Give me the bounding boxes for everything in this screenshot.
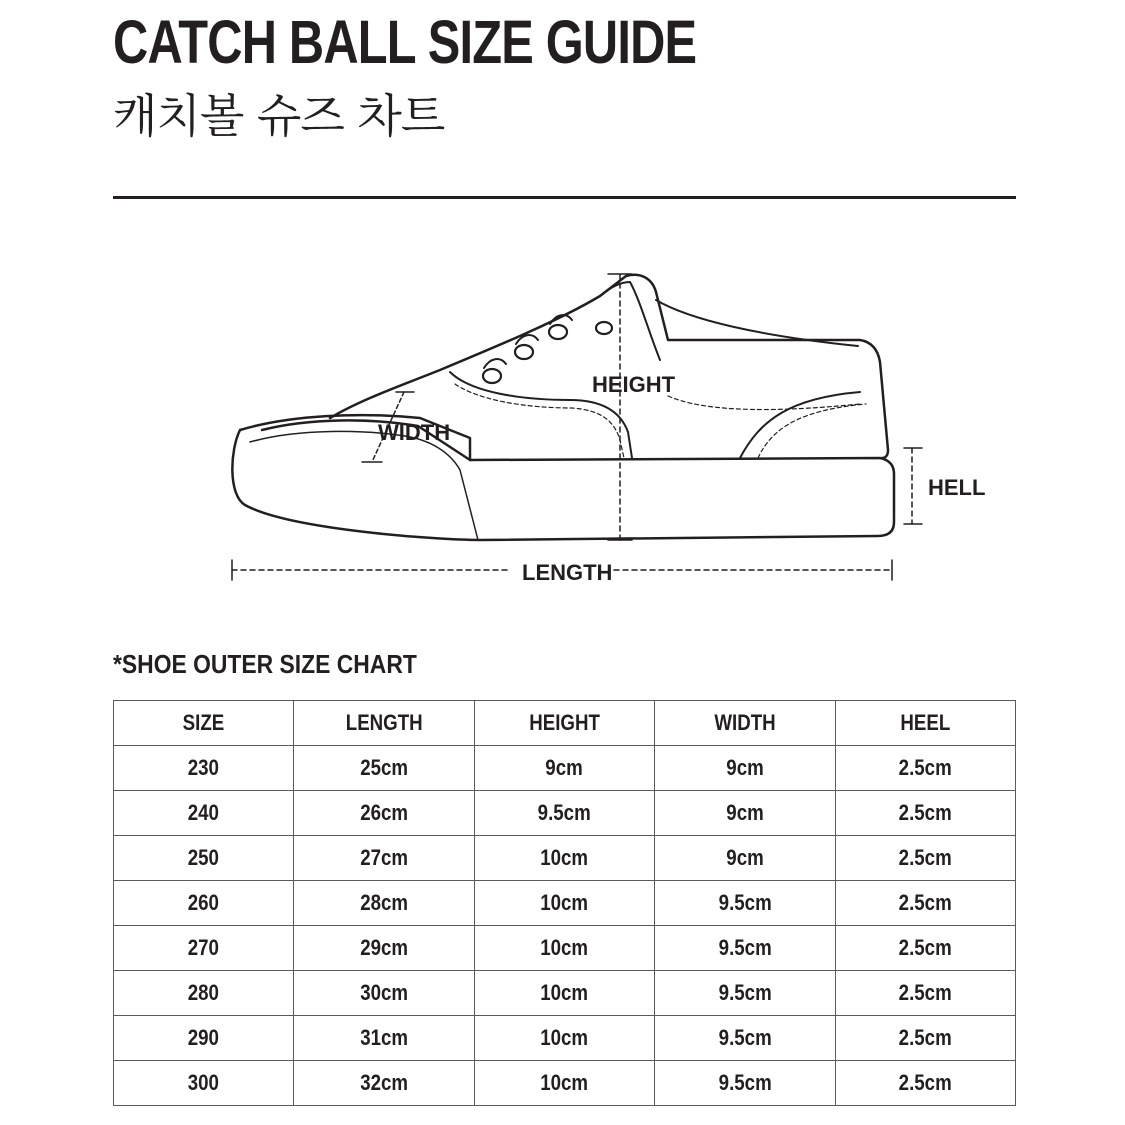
column-header-length: LENGTH xyxy=(294,701,474,746)
table-cell: 9.5cm xyxy=(655,971,835,1016)
table-cell: 10cm xyxy=(474,926,654,971)
eyelet xyxy=(515,345,533,359)
shoe-collar-stitch xyxy=(668,396,860,410)
table-cell: 2.5cm xyxy=(835,1016,1015,1061)
table-row xyxy=(114,926,1016,971)
size-chart-table xyxy=(113,700,1016,1106)
table-cell: 9.5cm xyxy=(655,1016,835,1061)
shoe-heel-stitch xyxy=(758,404,866,458)
table-cell: 26cm xyxy=(294,791,474,836)
length-label: LENGTH xyxy=(522,560,613,585)
table-cell: 10cm xyxy=(474,1016,654,1061)
table-cell: 9cm xyxy=(474,746,654,791)
column-header-size: SIZE xyxy=(114,701,294,746)
table-row xyxy=(114,881,1016,926)
table-cell: 260 xyxy=(114,881,294,926)
table-cell: 9cm xyxy=(655,836,835,881)
table-cell: 10cm xyxy=(474,881,654,926)
table-cell: 230 xyxy=(114,746,294,791)
table-row xyxy=(114,791,1016,836)
table-cell: 9cm xyxy=(655,746,835,791)
table-row xyxy=(114,1016,1016,1061)
column-header-height: HEIGHT xyxy=(474,701,654,746)
table-cell: 2.5cm xyxy=(835,746,1015,791)
table-cell: 2.5cm xyxy=(835,836,1015,881)
shoe-laces xyxy=(484,315,572,368)
height-label: HEIGHT xyxy=(592,372,676,397)
table-cell: 270 xyxy=(114,926,294,971)
heel-measure-cap xyxy=(904,448,922,524)
shoe-heel-counter xyxy=(740,392,860,458)
table-cell: 9.5cm xyxy=(655,881,835,926)
table-cell: 10cm xyxy=(474,1061,654,1106)
eyelet xyxy=(483,369,501,383)
shoe-toe-cap-inner xyxy=(250,431,478,540)
table-cell: 280 xyxy=(114,971,294,1016)
table-row xyxy=(114,746,1016,791)
table-cell: 28cm xyxy=(294,881,474,926)
table-cell: 2.5cm xyxy=(835,1061,1015,1106)
table-cell: 31cm xyxy=(294,1016,474,1061)
eyelet xyxy=(549,325,567,339)
table-row xyxy=(114,1061,1016,1106)
table-cell: 27cm xyxy=(294,836,474,881)
table-row xyxy=(114,836,1016,881)
table-cell: 2.5cm xyxy=(835,926,1015,971)
table-cell: 2.5cm xyxy=(835,971,1015,1016)
table-cell: 10cm xyxy=(474,971,654,1016)
table-cell: 290 xyxy=(114,1016,294,1061)
table-header-row xyxy=(114,701,1016,746)
column-header-width: WIDTH xyxy=(655,701,835,746)
table-cell: 9.5cm xyxy=(655,926,835,971)
table-cell: 9.5cm xyxy=(655,1061,835,1106)
table-cell: 9cm xyxy=(655,791,835,836)
table-cell: 32cm xyxy=(294,1061,474,1106)
table-cell: 250 xyxy=(114,836,294,881)
table-row xyxy=(114,971,1016,1016)
page-title: CATCH BALL SIZE GUIDE xyxy=(113,8,697,76)
page-subtitle: 캐치볼 슈즈 차트 xyxy=(113,89,445,143)
table-cell: 2.5cm xyxy=(835,881,1015,926)
width-label: WIDTH xyxy=(378,420,451,445)
eyelet xyxy=(596,322,612,334)
table-cell: 2.5cm xyxy=(835,791,1015,836)
table-cell: 10cm xyxy=(474,836,654,881)
size-chart-caption: *SHOE OUTER SIZE CHART xyxy=(113,649,417,679)
table-cell: 25cm xyxy=(294,746,474,791)
table-cell: 9.5cm xyxy=(474,791,654,836)
table-cell: 300 xyxy=(114,1061,294,1106)
shoe-tongue xyxy=(600,282,660,360)
table-cell: 240 xyxy=(114,791,294,836)
column-header-heel: HEEL xyxy=(835,701,1015,746)
table-cell: 30cm xyxy=(294,971,474,1016)
heel-label: HELL xyxy=(928,475,986,500)
table-cell: 29cm xyxy=(294,926,474,971)
shoe-sole-outline xyxy=(232,415,894,540)
